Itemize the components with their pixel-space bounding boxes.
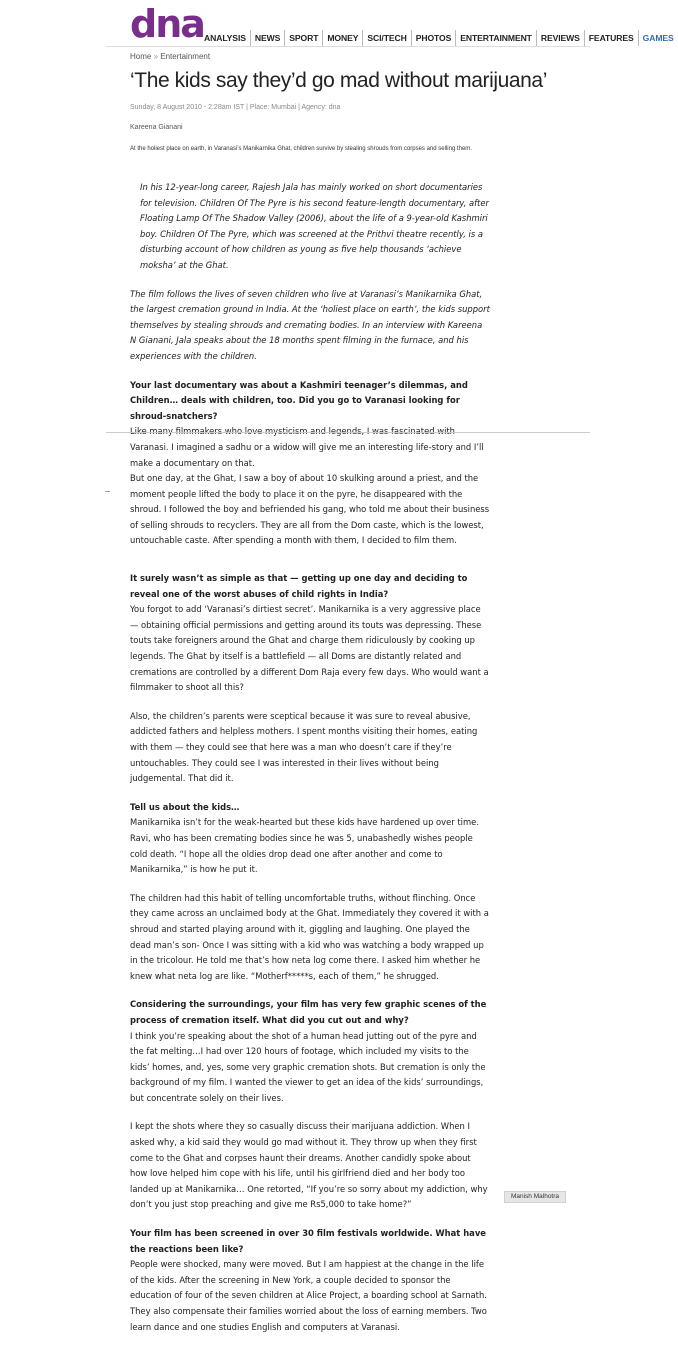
nav-item-photos[interactable]: PHOTOS bbox=[411, 30, 456, 46]
nav-item-sport[interactable]: SPORT bbox=[284, 30, 322, 46]
nav-item-sci-tech[interactable]: SCI/TECH bbox=[362, 30, 410, 46]
nav-item-entertainment[interactable]: ENTERTAINMENT bbox=[455, 30, 536, 46]
margin-mark bbox=[105, 491, 110, 492]
qa-block bbox=[130, 571, 490, 696]
header-divider bbox=[106, 46, 590, 47]
text-divider bbox=[106, 432, 590, 433]
nav-item-money[interactable]: MONEY bbox=[322, 30, 362, 46]
dna-logo[interactable] bbox=[130, 2, 204, 46]
answer-2b: Also, the children’s parents were sceptical because it was sure to reveal abusive, addicted fathers and helpless mothers. I spent months visiting their homes, eating with them — they could see that here was a man who doesn’t care if they’re untouchables. They could see I was interested in their lives without being judgemental. That did it. bbox=[130, 710, 478, 784]
nav-item-news[interactable]: NEWS bbox=[250, 30, 284, 46]
qa-block bbox=[130, 997, 490, 1106]
image-caption: At the holiest place on earth, in Varanasi’s Manikarnika Ghat, children survive by stealing shrouds from corpses and selling them. bbox=[130, 146, 472, 152]
breadcrumb-home[interactable]: Home bbox=[130, 52, 152, 61]
nav-item-analysis[interactable]: ANALYSIS bbox=[204, 33, 246, 43]
question-3: Tell us about the kids… bbox=[130, 801, 240, 812]
answer-3b: The children had this habit of telling uncomfortable truths, without flinching. Once they came across an unclaimed body at the Ghat. Immediately they covered it with a shroud and started playing around with it, giggling and laughing. One played the dead man’s son- Once I was sitting with a kid who was watching a body wrapped up in the tricolour. He told me that’s how neta log come there. I asked him whether he knew what neta log are like. “Motherf*****s, each of them,” he shrugged. bbox=[130, 892, 489, 981]
logo-text: dna bbox=[130, 2, 204, 46]
article-author[interactable]: Kareena Gianani bbox=[130, 124, 183, 131]
breadcrumb-section[interactable]: Entertainment bbox=[160, 52, 211, 61]
article-body bbox=[130, 180, 490, 1348]
answer-4a: I think you’re speaking about the shot of a human head jutting out of the pyre and the fat melting…I had over 120 hours of footage, which included my visits to the kids’ homes, and, yes, some very graphic cremation shots. But cremation is only the background of my film. I wanted the viewer to get an idea of the kids’ surroundings, but concentrate solely on their lives. bbox=[130, 1030, 486, 1103]
answer-2a: You forgot to add ‘Varanasi’s dirtiest secret’. Manikarnika is a very aggressive place — obtaining official permissions and getting around its touts was depressing. These touts take foreigners around the Ghat and charge them ridiculously by cooking up legends. The Ghat by itself is a battlefield — all Doms are distantly related and cremations are controlled by a different Dom Raja every few days. Who would want a filmmaker to shoot all this? bbox=[130, 604, 489, 693]
answer-1b: But one day, at the Ghat, I saw a boy of about 10 skulking around a priest, and the moment people lifted the body to place it on the pyre, he disappeared with the shroud. I followed the boy and befriended his gang, who told me about their business of selling shrouds to recyclers. They are all from the Dom caste, which is the lowest, untouchable caste. After spending a month with them, I decided to film them. bbox=[130, 473, 490, 546]
nav-item-features[interactable]: FEATURES bbox=[584, 30, 638, 46]
breadcrumb-separator: » bbox=[153, 52, 159, 61]
question-1: Your last documentary was about a Kashmiri teenager’s dilemmas, and Children… deals with children, too. Did you go to Varanasi looking for shroud-snatchers? bbox=[130, 379, 468, 421]
photo-credit: Manish Malhotra bbox=[504, 1191, 566, 1203]
nav-item-games[interactable]: GAMES bbox=[638, 30, 678, 46]
question-5: Your film has been screened in over 30 film festivals worldwide. What have the reactions been like? bbox=[130, 1228, 486, 1254]
article-title: ‘The kids say they’d go mad without marijuana’ bbox=[130, 69, 547, 92]
answer-3a: Manikarnika isn’t for the weak-hearted but these kids have hardened up over time. Ravi, who has been cremating bodies since he was 5, unabashedly wishes people cold death. “I hope all the oldies drop dead one after another and come to Manikarnika,” is how he put it. bbox=[130, 817, 479, 875]
intro-paragraph-2: The film follows the lives of seven children who live at Varanasi’s Manikarnika Ghat, the largest cremation ground in India. At the ‘holiest place on earth’, the kids support themselves by stealing shrouds and cremating bodies. In an interview with Kareena N Gianani, Jala speaks about the 18 months spent filming in the furnace, and his experiences with the children. bbox=[130, 288, 490, 361]
question-2: It surely wasn’t as simple as that — getting up one day and deciding to reveal one of the worst abuses of child rights in India? bbox=[130, 573, 468, 599]
nav-item-reviews[interactable]: REVIEWS bbox=[536, 30, 584, 46]
answer-5a: People were shocked, many were moved. But I am happiest at the change in the life of the kids. After the screening in New York, a couple decided to sponsor the education of four of the seven children at Alice Project, a boarding school at Sarnath. They also compensate their families worried about the loss of earning members. Two learn dance and one studies English and computers at Varanasi. bbox=[130, 1259, 487, 1332]
answer-4b: I kept the shots where they so casually discuss their marijuana addiction. When I asked why, a kid said they would go mad without it. They throw up when they first come to the Ghat and corpses haunt their dreams. Another candidly spoke about how love helped him cope with his life, until his girlfriend died and her body too landed up at Manikarnika… One retorted, “If you’re so sorry about my addiction, why don’t you just stop preaching and give me Rs5,000 to take home?” bbox=[130, 1121, 488, 1210]
breadcrumb bbox=[130, 52, 210, 61]
qa-block bbox=[130, 800, 490, 878]
intro-paragraph: In his 12-year-long career, Rajesh Jala has mainly worked on short documentaries for television. Children Of The Pyre is his second feature-length documentary, after Floating Lamp Of The Shadow Valley (2006), about the life of a 9-year-old Kashmiri boy. Children Of The Pyre, which was screened at the Prithvi theatre recently, is a disturbing account of how children as young as five help thousands ‘achieve moksha’ at the Ghat. bbox=[140, 182, 489, 270]
qa-block bbox=[130, 378, 490, 550]
answer-1a: Varanasi. I imagined a sadhu or a widow will give me an interesting life-story and I’ll make a documentary on that. bbox=[130, 441, 484, 468]
article-meta: Sunday, 8 August 2010 - 2:28am IST | Place: Mumbai | Agency: dna bbox=[130, 104, 341, 111]
main-nav bbox=[200, 30, 678, 46]
site-header bbox=[130, 2, 674, 46]
qa-block bbox=[130, 1226, 490, 1335]
question-4: Considering the surroundings, your film has very few graphic scenes of the process of cremation itself. What did you cut out and why? bbox=[130, 999, 487, 1025]
